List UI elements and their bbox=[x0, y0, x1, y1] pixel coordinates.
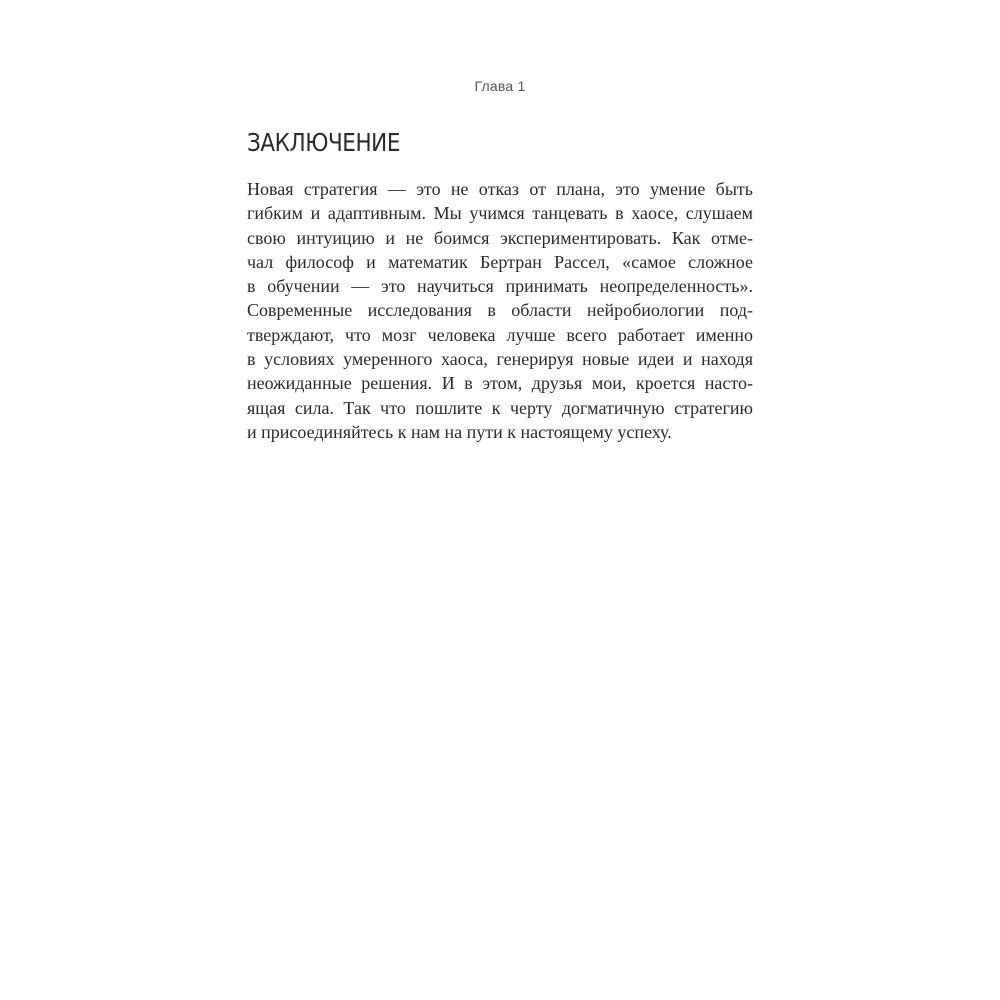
running-header: Глава 1 bbox=[474, 78, 526, 94]
paragraph-line: и присоединяйтесь к нам на пути к настоящему успеху. bbox=[247, 421, 672, 442]
body-paragraph bbox=[247, 177, 767, 444]
paragraph-line: чал философ и математик Бертран Рассел, «самое сложное bbox=[247, 251, 753, 272]
paragraph-line: неожиданные решения. И в этом, друзья мои, кроется насто- bbox=[247, 373, 753, 394]
paragraph-line: ящая сила. Так что пошлите к черту догматичную стратегию bbox=[247, 397, 753, 418]
paragraph-line: свою интуицию и не боимся экспериментировать. Как отме- bbox=[247, 227, 753, 248]
paragraph-line: тверждают, что мозг человека лучше всего работает именно bbox=[247, 324, 753, 345]
paragraph-line: Новая стратегия — это не отказ от плана, это умение быть bbox=[247, 179, 753, 199]
paragraph-line: в обучении — это научиться принимать неопределенность». bbox=[247, 276, 753, 297]
section-title: ЗАКЛЮЧЕНИЕ bbox=[247, 128, 400, 157]
paragraph-line: в условиях умеренного хаоса, генерируя новые идеи и находя bbox=[247, 349, 753, 370]
paragraph-line: Современные исследования в области нейробиологии под- bbox=[247, 300, 753, 321]
paragraph-line: гибким и адаптивным. Мы учимся танцевать в хаосе, слушаем bbox=[247, 203, 753, 224]
